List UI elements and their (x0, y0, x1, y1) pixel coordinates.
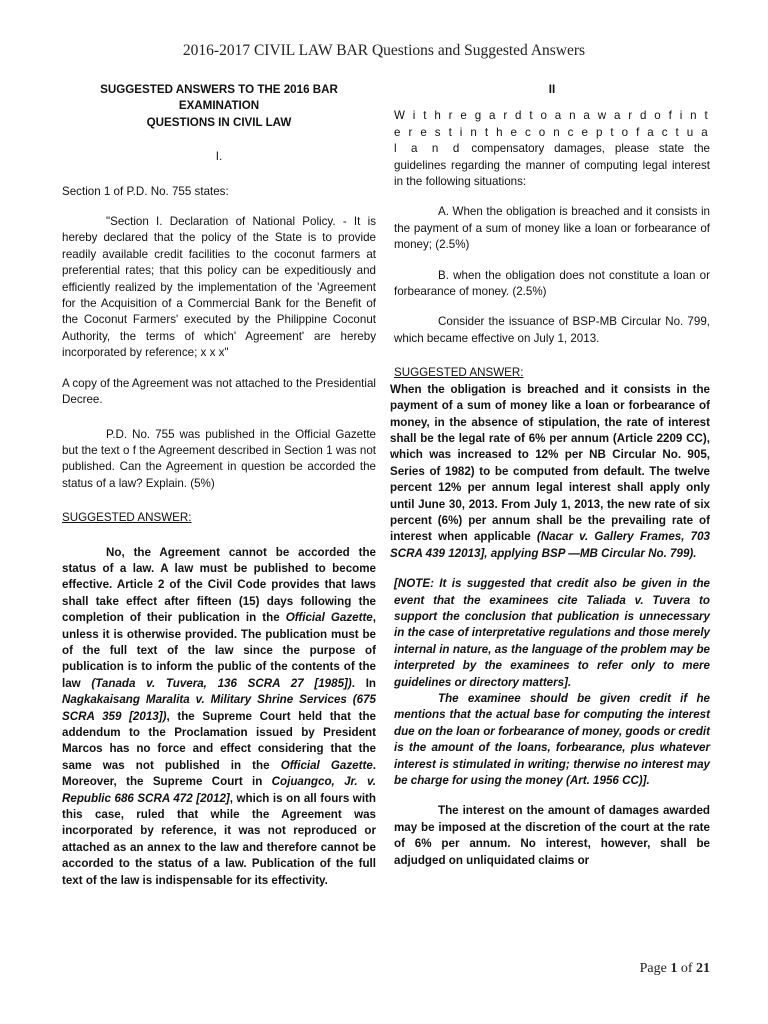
question-number-2: II (548, 83, 556, 96)
question-2-note: Consider the issuance of BSP-MB Circular No. 799, which became effective on July 1, 2013. (394, 315, 710, 345)
main-heading (62, 82, 376, 131)
page-number: Page 1 of 21 (639, 961, 710, 976)
question-1-paragraph-3: P.D. No. 755 was published in the Official Gazette but the text o f the Agreement described in Section 1 was not published. Can the Agreement in question be accorded the status of a law? Explain. (5%) (62, 427, 376, 490)
citation: Cojuangco, Jr. v. Republic 686 SCRA 472 [2012] (62, 775, 376, 805)
suggested-answer-label-2: SUGGESTED ANSWER: (394, 366, 524, 380)
question-2-part-a: A. When the obligation is breached and it consists in the payment of a sum of money like a loan or forbearance of money; (2.5%) (394, 205, 710, 252)
answer-2-continuation: The interest on the amount of damages awarded may be imposed at the discretion of the court at the rate of 6% per annum. No interest, however, shall be adjudged on unliquidated claims or (394, 804, 710, 867)
left-column (62, 82, 376, 889)
main-heading-line-2: QUESTIONS IN CIVIL LAW (146, 115, 292, 129)
question-number-1: I. (215, 150, 223, 164)
question-1-paragraph-2: A copy of the Agreement was not attached to the Presidential Decree. (62, 376, 376, 407)
answer-1-text: No, the Agreement cannot be accorded the status of a law. A law must be published to become effective. Article 2 of the Civil Code provides that laws shall take effect after fifteen (15) days following the completion of their publication in the Official Gazette, unless it is otherwise provided. The publication must be of the full text of the law since the purpose of publication is to inform the public of the contents of the law (Tanada v. Tuvera, 136 SCRA 27 [1985]). In Nagkakaisang Maralita v. Military Shrine Services (675 SCRA 359 [2013]), the Supreme Court held that the addendum to the Proclamation issued by President Marcos has no force and effect considering that the same was not published in the Official Gazette. Moreover, the Supreme Court in Cojuangco, Jr. v. Republic 686 SCRA 472 [2012], which is on all fours with this case, ruled that while the Agreement was incorporated by reference, it was not reproduced or attached as an annex to the law and therefore cannot be accorded to the status of a law. Publication of the full text of the law is indispensable for its effectivity. (62, 545, 376, 887)
question-2-part-b: B. when the obligation does not constitute a loan or forbearance of money. (2.5%) (394, 268, 710, 299)
citation: Official Gazette (285, 611, 373, 625)
question-2-intro: W i t h r e g a r d t o a n a w a r d o f i n t e r e s t i n t h e c o n c e p t o f a c t u a l a n d compensatory damages, please state the guidelines regarding the manner of computing legal interest in the following situations: (394, 109, 710, 189)
main-heading-line-1: SUGGESTED ANSWERS TO THE 2016 BAR EXAMINATION (100, 83, 338, 113)
question-1-quote: "Section I. Declaration of National Policy. - It is hereby declared that the policy of the State is to provide readily available credit facilities to the coconut farmers at preferential rates; that this policy can be expeditiously and efficiently realized by the implementation of the 'Agreement for the Acquisition of a Commercial Bank for the Benefit of the Coconut Farmers' executed by the Philippine Coconut Authority, the terms of which' Agreement' are hereby incorporated by reference; x x x" (62, 215, 376, 360)
suggested-answer-label-1: SUGGESTED ANSWER: (62, 511, 192, 525)
page-header: 2016-2017 CIVIL LAW BAR Questions and Suggested Answers (182, 42, 586, 59)
answer-2-note-continued: The examinee should be given credit if he mentions that the actual base for computing the interest due on the loan or forbearance of money, goods or credit is the amount of the loans, forbearance, plus whatever interest is stimulated in writing; therwise no interest may be charge for using the money (Art. 1956 CC)]. (394, 692, 710, 788)
citation: (Nacar v. Gallery Frames, 703 SCRA 439 12013], applying BSP —MB Circular No. 799). (390, 530, 710, 560)
question-1-intro: Section 1 of P.D. No. 755 states: (62, 184, 229, 198)
citation: Official Gazette (280, 758, 373, 772)
citation: (Tanada v. Tuvera, 136 SCRA 27 [1985]) (91, 676, 352, 690)
right-column (390, 82, 710, 869)
answer-2-text: When the obligation is breached and it consists in the payment of a sum of money like a loan or forbearance of money, in the absence of stipulation, the rate of interest shall be the legal rate of 6% per annum (Article 2209 CC), which was increased to 12% per NB Circular No. 905, Series of 1982) to be computed from default. The twelve percent 12% per annum legal interest shall apply only until June 30, 2013. From July 1, 2013, the new rate of six percent (6%) per annum shall be the prevailing rate of interest when applicable (Nacar v. Gallery Frames, 703 SCRA 439 12013], applying BSP —MB Circular No. 799). (390, 382, 710, 560)
answer-2-note: [NOTE: It is suggested that credit also be given in the event that the examinees cite Taliada v. Tuvera to support the conclusion that publication is unnecessary in the case of interpretative regulations and those merely internal in nature, as the language of the problem may be interpreted by the examinees to refer only to mere guidelines or directory matters]. (394, 577, 710, 689)
citation: Nagkakaisang Maralita v. Military Shrine Services (675 SCRA 359 [2013]) (62, 693, 376, 723)
